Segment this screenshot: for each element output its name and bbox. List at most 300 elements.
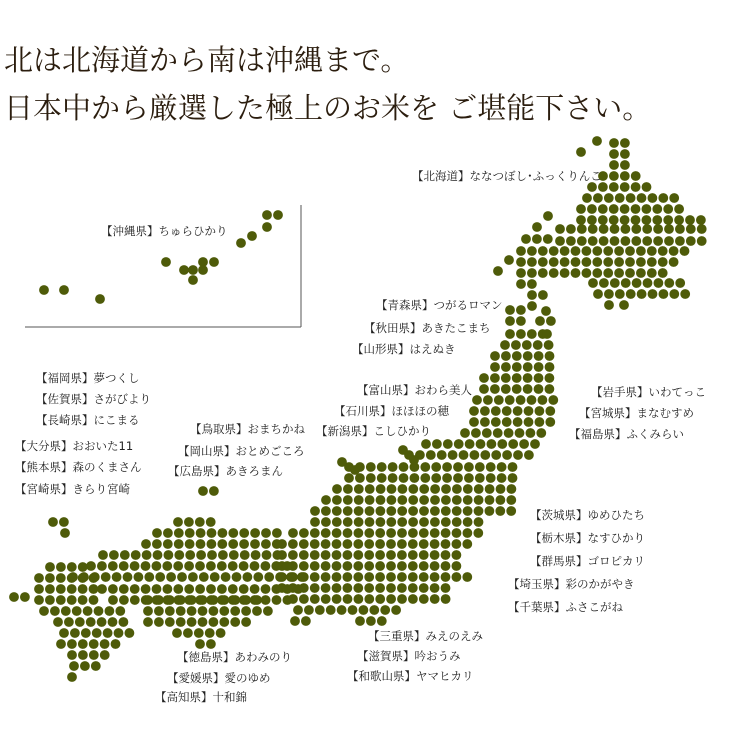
hokkaido-dot bbox=[658, 246, 668, 256]
hokkaido-dot bbox=[631, 171, 641, 181]
west-honshu-dot bbox=[206, 584, 216, 594]
kyushu-dot bbox=[78, 595, 88, 605]
west-honshu-dot bbox=[119, 561, 129, 571]
headline-line-1: 北は北海道から南は沖縄まで。 bbox=[4, 43, 410, 77]
hokkaido-dot bbox=[680, 289, 690, 299]
label-yamagata: 【山形県】はえぬき bbox=[352, 342, 456, 356]
label-tottori: 【鳥取県】おまちかね bbox=[190, 422, 305, 436]
honshu-dot bbox=[426, 450, 436, 460]
label-ishikawa: 【石川県】ほほほの穂 bbox=[334, 404, 449, 418]
west-honshu-dot bbox=[209, 486, 219, 496]
hokkaido-dot bbox=[637, 289, 647, 299]
shikoku-dot bbox=[143, 606, 153, 616]
honshu-dot bbox=[448, 450, 458, 460]
honshu-dot bbox=[443, 439, 453, 449]
west-honshu-dot bbox=[130, 561, 140, 571]
honshu-dot bbox=[321, 594, 331, 604]
hokkaido-dot bbox=[648, 193, 658, 203]
honshu-dot bbox=[408, 594, 418, 604]
honshu-dot bbox=[419, 539, 429, 549]
hokkaido-dot bbox=[599, 236, 609, 246]
hokkaido-dot bbox=[615, 289, 625, 299]
honshu-dot bbox=[490, 384, 500, 394]
kyushu-dot bbox=[34, 584, 44, 594]
hokkaido-dot bbox=[604, 289, 614, 299]
honshu-dot bbox=[524, 417, 534, 427]
honshu-dot bbox=[420, 473, 430, 483]
shikoku-dot bbox=[187, 595, 197, 605]
label-oita: 【大分県】おおいた11 bbox=[15, 439, 134, 453]
west-honshu-dot bbox=[239, 539, 249, 549]
hokkaido-dot bbox=[626, 193, 636, 203]
hokkaido-dot bbox=[582, 193, 592, 203]
honshu-dot bbox=[321, 528, 331, 538]
hokkaido-dot bbox=[696, 215, 706, 225]
shikoku-dot bbox=[154, 606, 164, 616]
kyushu-dot bbox=[89, 650, 99, 660]
hokkaido-dot bbox=[675, 278, 685, 288]
honshu-dot bbox=[534, 351, 544, 361]
label-gunma: 【群馬県】ゴロピカリ bbox=[530, 554, 645, 568]
honshu-dot bbox=[464, 473, 474, 483]
honshu-dot bbox=[452, 495, 462, 505]
honshu-dot bbox=[321, 550, 331, 560]
west-honshu-dot bbox=[173, 561, 183, 571]
kyushu-dot bbox=[67, 584, 77, 594]
kyushu-dot bbox=[50, 606, 60, 616]
hokkaido-dot bbox=[619, 300, 629, 310]
honshu-dot bbox=[485, 495, 495, 505]
honshu-dot bbox=[476, 439, 486, 449]
shikoku-dot bbox=[198, 606, 208, 616]
honshu-dot bbox=[332, 484, 342, 494]
honshu-dot bbox=[419, 517, 429, 527]
honshu-dot bbox=[359, 605, 369, 615]
honshu-dot bbox=[454, 439, 464, 449]
hokkaido-dot bbox=[680, 246, 690, 256]
honshu-dot bbox=[332, 561, 342, 571]
honshu-dot bbox=[523, 373, 533, 383]
hokkaido-dot bbox=[669, 193, 679, 203]
kyushu-dot bbox=[45, 573, 55, 583]
hokkaido-dot bbox=[577, 224, 587, 234]
hokkaido-dot bbox=[566, 224, 576, 234]
hokkaido-dot bbox=[647, 246, 657, 256]
honshu-dot bbox=[299, 594, 309, 604]
hokkaido-dot bbox=[620, 160, 630, 170]
shikoku-dot bbox=[209, 606, 219, 616]
honshu-dot bbox=[469, 406, 479, 416]
hokkaido-dot bbox=[582, 268, 592, 278]
west-honshu-dot bbox=[162, 561, 172, 571]
hokkaido-dot bbox=[658, 268, 668, 278]
honshu-dot bbox=[321, 583, 331, 593]
west-honshu-dot bbox=[228, 561, 238, 571]
honshu-dot bbox=[343, 506, 353, 516]
west-honshu-dot bbox=[120, 550, 130, 560]
kyushu-dot bbox=[67, 573, 77, 583]
hokkaido-dot bbox=[609, 171, 619, 181]
west-honshu-dot bbox=[98, 550, 108, 560]
honshu-dot bbox=[397, 583, 407, 593]
west-honshu-dot bbox=[166, 572, 176, 582]
shikoku-dot bbox=[143, 617, 153, 627]
okinawa-dot bbox=[247, 231, 257, 241]
kyushu-dot bbox=[103, 628, 113, 638]
kyushu-dot bbox=[78, 650, 88, 660]
honshu-dot bbox=[431, 462, 441, 472]
west-honshu-dot bbox=[261, 595, 271, 605]
west-honshu-dot bbox=[195, 517, 205, 527]
honshu-dot bbox=[364, 572, 374, 582]
hokkaido-dot bbox=[588, 224, 598, 234]
honshu-dot bbox=[364, 561, 374, 571]
hokkaido-dot bbox=[538, 246, 548, 256]
honshu-dot bbox=[366, 473, 376, 483]
honshu-dot bbox=[408, 495, 418, 505]
label-saga: 【佐賀県】さがびより bbox=[36, 392, 151, 406]
honshu-dot bbox=[310, 561, 320, 571]
honshu-dot bbox=[515, 428, 525, 438]
label-niigata: 【新潟県】こしひかり bbox=[316, 424, 431, 438]
honshu-dot bbox=[419, 561, 429, 571]
honshu-dot bbox=[376, 506, 386, 516]
honshu-dot bbox=[480, 450, 490, 460]
honshu-dot bbox=[380, 605, 390, 615]
hokkaido-dot bbox=[609, 182, 619, 192]
label-tochigi: 【栃木県】なすひかり bbox=[530, 531, 645, 545]
honshu-dot bbox=[479, 384, 489, 394]
honshu-dot bbox=[471, 428, 481, 438]
west-honshu-dot bbox=[273, 550, 283, 560]
honshu-dot bbox=[332, 550, 342, 560]
kyushu-dot bbox=[69, 661, 79, 671]
honshu-dot bbox=[505, 316, 515, 326]
shikoku-dot bbox=[165, 606, 175, 616]
honshu-dot bbox=[375, 561, 385, 571]
west-honshu-dot bbox=[218, 528, 228, 538]
shikoku-dot bbox=[165, 595, 175, 605]
honshu-dot bbox=[452, 550, 462, 560]
hokkaido-dot bbox=[642, 182, 652, 192]
honshu-dot bbox=[493, 428, 503, 438]
honshu-dot bbox=[408, 583, 418, 593]
honshu-dot bbox=[535, 417, 545, 427]
west-honshu-dot bbox=[184, 561, 194, 571]
okinawa-dot bbox=[161, 257, 171, 267]
honshu-dot bbox=[354, 495, 364, 505]
honshu-dot bbox=[397, 517, 407, 527]
honshu-dot bbox=[465, 439, 475, 449]
shikoku-dot bbox=[143, 595, 153, 605]
honshu-dot bbox=[299, 539, 309, 549]
honshu-dot bbox=[420, 462, 430, 472]
honshu-dot bbox=[511, 340, 521, 350]
honshu-dot bbox=[441, 583, 451, 593]
honshu-dot bbox=[376, 484, 386, 494]
honshu-dot bbox=[375, 594, 385, 604]
honshu-dot bbox=[502, 450, 512, 460]
hokkaido-dot bbox=[614, 257, 624, 267]
kyushu-dot bbox=[45, 595, 55, 605]
honshu-dot bbox=[332, 517, 342, 527]
honshu-dot bbox=[506, 495, 516, 505]
hokkaido-dot bbox=[543, 211, 553, 221]
hokkaido-dot bbox=[654, 278, 664, 288]
honshu-dot bbox=[332, 506, 342, 516]
west-honshu-dot bbox=[112, 572, 122, 582]
label-mie: 【三重県】みえのえみ bbox=[368, 629, 483, 643]
honshu-dot bbox=[453, 462, 463, 472]
honshu-dot bbox=[375, 528, 385, 538]
kyushu-dot bbox=[75, 617, 85, 627]
kyushu-dot bbox=[89, 595, 99, 605]
kyushu-dot bbox=[108, 617, 118, 627]
honshu-dot bbox=[310, 517, 320, 527]
kyushu-dot bbox=[53, 617, 63, 627]
honshu-dot bbox=[375, 572, 385, 582]
honshu-dot bbox=[398, 484, 408, 494]
west-honshu-dot bbox=[229, 550, 239, 560]
hokkaido-dot bbox=[664, 236, 674, 246]
honshu-dot bbox=[364, 550, 374, 560]
honshu-dot bbox=[441, 528, 451, 538]
honshu-dot bbox=[480, 406, 490, 416]
honshu-dot bbox=[343, 495, 353, 505]
honshu-dot bbox=[474, 517, 484, 527]
west-honshu-dot bbox=[210, 572, 220, 582]
honshu-dot bbox=[430, 583, 440, 593]
honshu-dot bbox=[491, 417, 501, 427]
honshu-dot bbox=[387, 495, 397, 505]
west-honshu-dot bbox=[173, 584, 183, 594]
honshu-dot bbox=[459, 450, 469, 460]
hokkaido-dot bbox=[620, 215, 630, 225]
shikoku-dot bbox=[187, 606, 197, 616]
label-hiroshima: 【広島県】あきろまん bbox=[168, 464, 283, 478]
honshu-dot bbox=[419, 484, 429, 494]
west-honshu-dot bbox=[275, 572, 285, 582]
west-honshu-dot bbox=[228, 539, 238, 549]
honshu-dot bbox=[321, 517, 331, 527]
honshu-dot bbox=[452, 572, 462, 582]
label-miyazaki: 【宮崎県】きらり宮崎 bbox=[15, 482, 130, 496]
honshu-dot bbox=[321, 495, 331, 505]
hokkaido-dot bbox=[527, 268, 537, 278]
kyushu-dot bbox=[83, 606, 93, 616]
west-honshu-dot bbox=[109, 550, 119, 560]
hokkaido-dot bbox=[592, 268, 602, 278]
honshu-dot bbox=[545, 351, 555, 361]
hokkaido-dot bbox=[615, 193, 625, 203]
honshu-dot bbox=[419, 495, 429, 505]
label-kumamoto: 【熊本県】森のくまさん bbox=[15, 460, 142, 474]
label-akita: 【秋田県】あきたこまち bbox=[364, 321, 491, 335]
hokkaido-dot bbox=[620, 182, 630, 192]
hokkaido-dot bbox=[521, 234, 531, 244]
hokkaido-dot bbox=[527, 279, 537, 289]
west-honshu-dot bbox=[86, 561, 96, 571]
honshu-dot bbox=[544, 340, 554, 350]
hokkaido-dot bbox=[620, 171, 630, 181]
hokkaido-dot bbox=[603, 257, 613, 267]
kyushu-dot bbox=[56, 584, 66, 594]
honshu-dot bbox=[536, 428, 546, 438]
west-honshu-dot bbox=[253, 572, 263, 582]
west-honshu-dot bbox=[261, 561, 271, 571]
kyushu-dot bbox=[45, 562, 55, 572]
kyushu-dot bbox=[97, 617, 107, 627]
shikoku-dot bbox=[230, 617, 240, 627]
honshu-dot bbox=[419, 506, 429, 516]
honshu-dot bbox=[386, 594, 396, 604]
honshu-dot bbox=[541, 306, 551, 316]
honshu-dot bbox=[343, 517, 353, 527]
honshu-dot bbox=[502, 406, 512, 416]
honshu-dot bbox=[397, 572, 407, 582]
honshu-dot bbox=[452, 484, 462, 494]
hokkaido-dot bbox=[609, 204, 619, 214]
west-honshu-dot bbox=[152, 539, 162, 549]
honshu-dot bbox=[497, 462, 507, 472]
honshu-dot bbox=[353, 572, 363, 582]
honshu-dot bbox=[354, 517, 364, 527]
hokkaido-dot bbox=[675, 224, 685, 234]
shikoku-dot bbox=[252, 606, 262, 616]
hokkaido-dot bbox=[625, 257, 635, 267]
kyushu-dot bbox=[56, 562, 66, 572]
hokkaido-dot bbox=[621, 278, 631, 288]
hokkaido-dot bbox=[504, 255, 514, 265]
hokkaido-dot bbox=[620, 149, 630, 159]
honshu-dot bbox=[497, 473, 507, 483]
kyushu-dot bbox=[89, 573, 99, 583]
label-saitama: 【埼玉県】彩のかがやき bbox=[508, 577, 635, 591]
kyushu-dot bbox=[34, 573, 44, 583]
honshu-dot bbox=[442, 462, 452, 472]
hokkaido-dot bbox=[625, 246, 635, 256]
hokkaido-dot bbox=[538, 268, 548, 278]
honshu-dot bbox=[366, 462, 376, 472]
shikoku-dot bbox=[205, 628, 215, 638]
kyushu-dot bbox=[64, 617, 74, 627]
honshu-dot bbox=[364, 528, 374, 538]
west-honshu-dot bbox=[185, 550, 195, 560]
west-honshu-dot bbox=[239, 528, 249, 538]
honshu-dot bbox=[463, 495, 473, 505]
kyushu-dot bbox=[115, 606, 125, 616]
honshu-dot bbox=[441, 594, 451, 604]
okinawa-dot bbox=[262, 210, 272, 220]
honshu-dot bbox=[441, 561, 451, 571]
honshu-dot bbox=[546, 316, 556, 326]
honshu-dot bbox=[527, 395, 537, 405]
honshu-dot bbox=[321, 572, 331, 582]
hokkaido-dot bbox=[555, 224, 565, 234]
hokkaido-dot bbox=[653, 236, 663, 246]
kyushu-dot bbox=[89, 639, 99, 649]
hokkaido-dot bbox=[610, 236, 620, 246]
honshu-dot bbox=[343, 484, 353, 494]
honshu-dot bbox=[496, 495, 506, 505]
shikoku-dot bbox=[183, 628, 193, 638]
west-honshu-dot bbox=[239, 561, 249, 571]
honshu-dot bbox=[344, 473, 354, 483]
honshu-dot bbox=[452, 561, 462, 571]
hokkaido-dot bbox=[686, 236, 696, 246]
kyushu-dot bbox=[67, 562, 77, 572]
honshu-dot bbox=[501, 351, 511, 361]
label-shiga: 【滋賀県】吟おうみ bbox=[357, 649, 461, 663]
honshu-dot bbox=[463, 484, 473, 494]
honshu-dot bbox=[452, 539, 462, 549]
honshu-dot bbox=[495, 506, 505, 516]
honshu-dot bbox=[391, 605, 401, 615]
honshu-dot bbox=[365, 517, 375, 527]
honshu-dot bbox=[482, 428, 492, 438]
west-honshu-dot bbox=[250, 561, 260, 571]
shikoku-dot bbox=[198, 595, 208, 605]
honshu-dot bbox=[299, 528, 309, 538]
label-fukuoka: 【福岡県】夢つくし bbox=[36, 371, 140, 385]
west-honshu-dot bbox=[141, 561, 151, 571]
honshu-dot bbox=[519, 439, 529, 449]
honshu-dot bbox=[337, 605, 347, 615]
label-fukushima: 【福島県】ふくみらい bbox=[569, 427, 684, 441]
honshu-dot bbox=[452, 528, 462, 538]
honshu-dot bbox=[397, 594, 407, 604]
west-honshu-dot bbox=[185, 528, 195, 538]
hokkaido-dot bbox=[631, 182, 641, 192]
west-honshu-dot bbox=[130, 584, 140, 594]
honshu-dot bbox=[408, 528, 418, 538]
shikoku-dot bbox=[230, 606, 240, 616]
honshu-dot bbox=[332, 495, 342, 505]
west-honshu-dot bbox=[48, 517, 58, 527]
honshu-dot bbox=[534, 384, 544, 394]
shikoku-dot bbox=[187, 617, 197, 627]
honshu-dot bbox=[408, 506, 418, 516]
west-honshu-dot bbox=[108, 561, 118, 571]
shikoku-dot bbox=[230, 595, 240, 605]
honshu-dot bbox=[364, 594, 374, 604]
hokkaido-dot bbox=[686, 224, 696, 234]
honshu-dot bbox=[365, 484, 375, 494]
honshu-dot bbox=[419, 594, 429, 604]
shikoku-dot bbox=[176, 606, 186, 616]
west-honshu-dot bbox=[119, 595, 129, 605]
honshu-dot bbox=[474, 506, 484, 516]
honshu-dot bbox=[441, 539, 451, 549]
honshu-dot bbox=[474, 484, 484, 494]
west-honshu-dot bbox=[206, 561, 216, 571]
hokkaido-dot bbox=[697, 224, 707, 234]
hokkaido-dot bbox=[582, 246, 592, 256]
honshu-dot bbox=[386, 550, 396, 560]
hokkaido-dot bbox=[697, 236, 707, 246]
honshu-dot bbox=[533, 340, 543, 350]
label-hokkaido: 【北海道】ななつぼし･ふっくりんこ bbox=[412, 169, 602, 183]
west-honshu-dot bbox=[217, 539, 227, 549]
honshu-dot bbox=[310, 572, 320, 582]
west-honshu-dot bbox=[218, 550, 228, 560]
honshu-dot bbox=[538, 395, 548, 405]
kyushu-dot bbox=[92, 628, 102, 638]
honshu-dot bbox=[293, 605, 303, 615]
honshu-dot bbox=[388, 462, 398, 472]
honshu-dot bbox=[480, 417, 490, 427]
kyushu-dot bbox=[34, 595, 44, 605]
